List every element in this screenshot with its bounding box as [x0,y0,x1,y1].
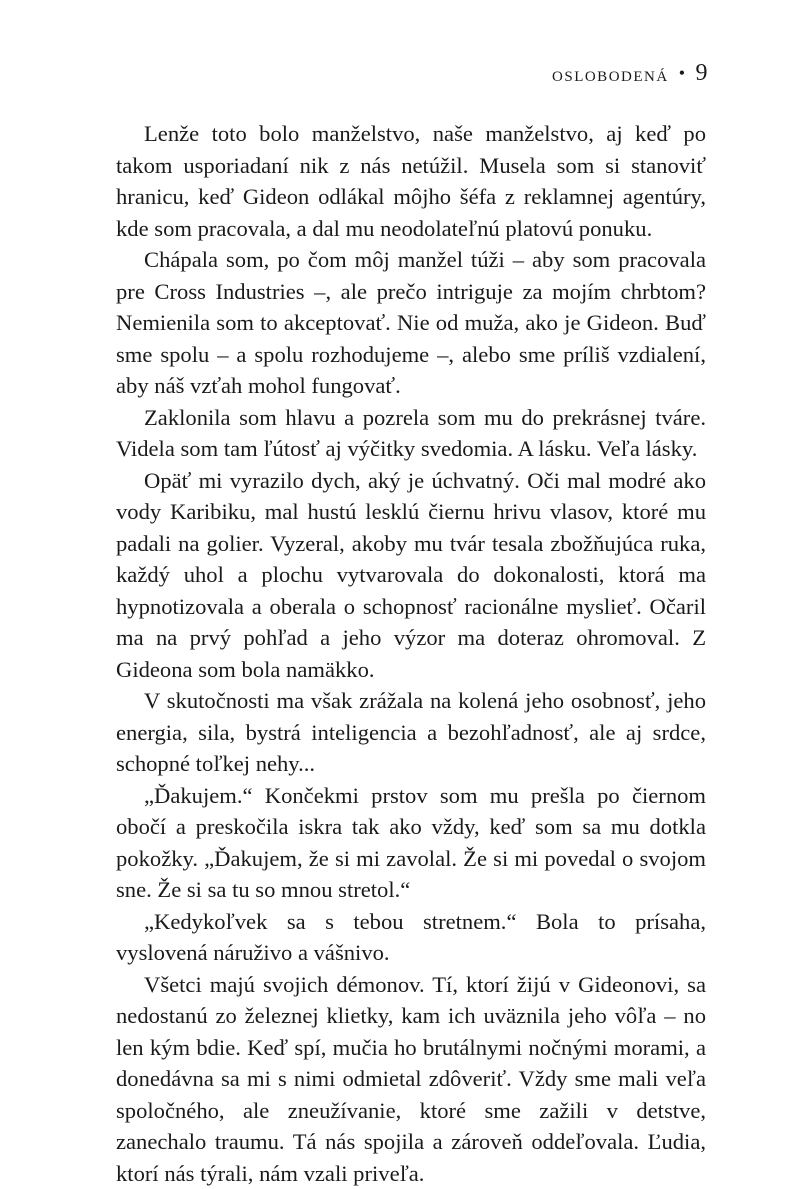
paragraph: „Kedykoľvek sa s tebou stretnem.“ Bola to prísaha, vyslovená náruživo a vášnivo. [116,908,706,965]
paragraph: Opäť mi vyrazilo dych, aký je úchvatný. Oči mal modré ako vody Karibiku, mal hustú lesklú čiernu hrivu vlasov, ktoré mu padali na golier. Vyzeral, akoby mu tvár tesala zbožňujúca ruka, každý uhol a plochu vytvarovala do dokonalosti, ktorá ma hypnotizovala a oberala o schopnosť racionálne myslieť. Očaril ma na prvý pohľad a jeho výzor ma doteraz ohromoval. Z Gideona som bola namäkko. [116,467,706,682]
page-number: 9 [695,60,708,86]
paragraph: Zaklonila som hlavu a pozrela som mu do prekrásnej tváre. Videla som tam ľútosť aj výčitky svedomia. A lásku. Veľa lásky. [116,404,706,461]
body-text [116,118,706,1189]
header-separator: • [678,63,686,83]
paragraph: „Ďakujem.“ Končekmi prstov som mu prešla po čiernom obočí a preskočila iskra tak ako vždy, keď som sa mu dotkla pokožky. „Ďakujem, že si mi zavolal. Že si mi povedal o svojom sne. Že si sa tu so mnou stretol.“ [116,782,706,902]
paragraph: V skutočnosti ma však zrážala na kolená jeho osobnosť, jeho energia, sila, bystrá inteligencia a bezohľadnosť, ale aj srdce, schopné toľkej nehy... [116,688,706,776]
chapter-title: oslobodená [552,60,669,86]
running-header [552,60,708,87]
paragraph: Chápala som, po čom môj manžel túži – aby som pracovala pre Cross Industries –, ale prečo intriguje za mojím chrbtom? Nemienila som to akceptovať. Nie od muža, ako je Gideon. Buď sme spolu – a spolu rozhodujeme –, alebo sme príliš vzdialení, aby náš vzťah mohol fungovať. [116,247,706,398]
paragraph: Lenže toto bolo manželstvo, naše manželstvo, aj keď po takom usporiadaní nik z nás netúžil. Musela som si stanoviť hranicu, keď Gideon odlákal môjho šéfa z reklamnej agentúry, kde som pracovala, a dal mu neodolateľnú platovú ponuku. [116,121,706,241]
paragraph: Všetci majú svojich démonov. Tí, ktorí žijú v Gideonovi, sa nedostanú zo železnej klietky, kam ich uväznila jeho vôľa – no len kým bdie. Keď spí, mučia ho brutálnymi nočnými morami, a donedávna sa mi s nimi odmietal zdôveriť. Vždy sme mali veľa spoločného, ale zneužívanie, ktoré sme zažili v detstve, zanechalo traumu. Tá nás spojila a zároveň oddeľovala. Ľudia, ktorí nás týrali, nám vzali priveľa. [116,971,706,1186]
